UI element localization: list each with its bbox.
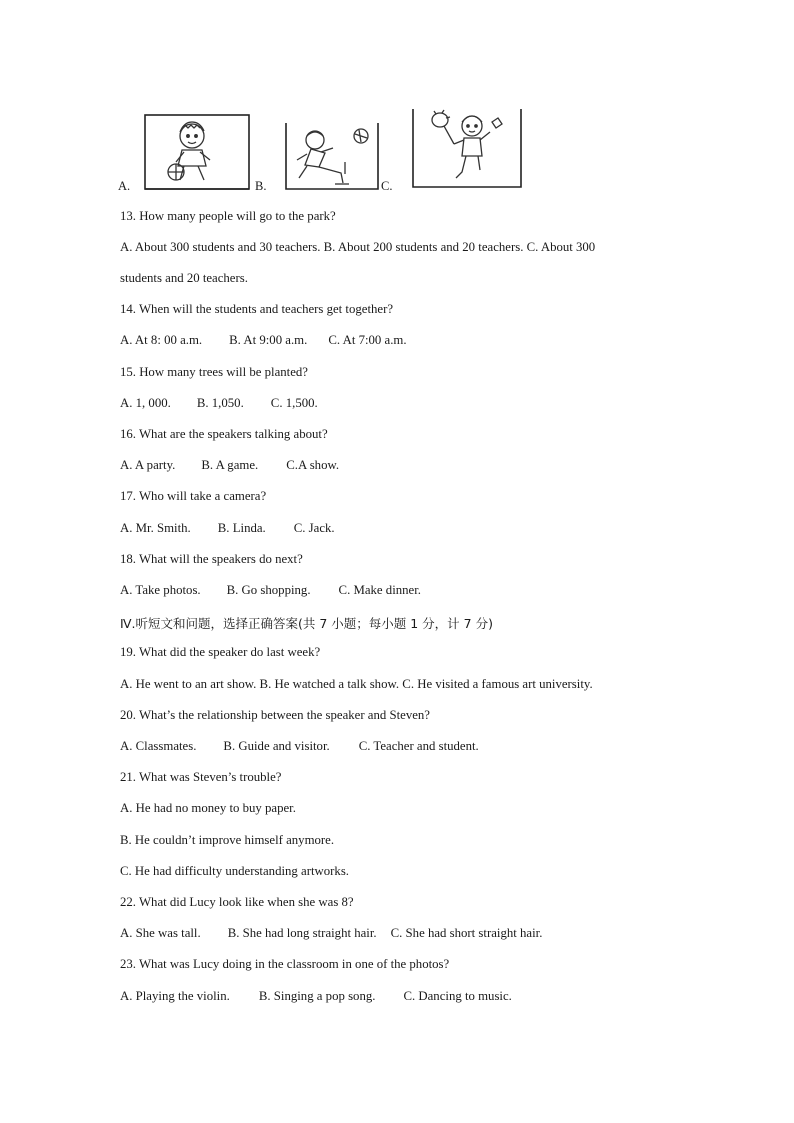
girl-playing-badminton-icon [412,108,522,188]
option-b[interactable]: B. Guide and visitor. [223,739,330,753]
option-a[interactable]: A. Classmates. [120,739,197,753]
question-23: 23. What was Lucy doing in the classroom in one of the photos? [120,957,450,971]
option-a[interactable]: A. Mr. Smith. [120,521,191,535]
question-18: 18. What will the speakers do next? [120,552,303,566]
option-b[interactable]: B. A game. [201,458,259,472]
option-c[interactable]: C. Jack. [293,521,335,535]
option-c[interactable]: C. Dancing to music. [403,989,512,1003]
question-15-options [120,396,318,411]
picture-b[interactable] [285,122,379,190]
question-13: 13. How many people will go to the park? [120,209,336,223]
option-a[interactable]: A. A party. [120,458,176,472]
option-b[interactable]: B. Singing a pop song. [258,989,376,1003]
question-21-option-c[interactable]: C. He had difficulty understanding artworks. [120,864,349,878]
picture-label-a: A. [118,179,131,193]
question-20: 20. What’s the relationship between the speaker and Steven? [120,708,430,722]
question-20-options [120,739,479,754]
question-22: 22. What did Lucy look like when she was 8? [120,895,354,909]
option-b[interactable]: B. At 9:00 a.m. [229,333,308,347]
question-14-options [120,333,407,348]
option-a[interactable]: A. At 8: 00 a.m. [120,333,203,347]
option-c[interactable]: C.A show. [286,458,340,472]
picture-c[interactable] [412,108,522,188]
option-b[interactable]: B. 1,050. [196,396,244,410]
question-13-options-line1: A. About 300 students and 30 teachers. B. About 200 students and 20 teachers. C. About 300 [120,240,596,254]
question-17: 17. Who will take a camera? [120,489,267,503]
question-16-options [120,458,339,473]
question-16: 16. What are the speakers talking about? [120,427,328,441]
option-c[interactable]: C. Make dinner. [338,583,421,597]
picture-label-b: B. [255,179,267,193]
question-13-options-line2: students and 20 teachers. [120,271,248,285]
question-18-options [120,583,421,598]
question-21: 21. What was Steven’s trouble? [120,770,282,784]
option-a[interactable]: A. She was tall. [120,926,201,940]
question-17-options [120,521,335,536]
option-c[interactable]: C. At 7:00 a.m. [328,333,407,347]
option-b[interactable]: B. She had long straight hair. [227,926,377,940]
question-21-option-a[interactable]: A. He had no money to buy paper. [120,801,296,815]
picture-options [118,108,538,194]
question-15: 15. How many trees will be planted? [120,365,308,379]
boy-kicking-football-icon [285,122,379,190]
option-b[interactable]: B. Linda. [217,521,266,535]
question-19: 19. What did the speaker do last week? [120,645,321,659]
picture-label-c: C. [381,179,393,193]
section-heading: Ⅳ.听短文和问题，选择正确答案(共 7 小题；每小题 1 分，计 7 分) [120,616,493,631]
boy-with-basketball-icon [144,114,250,190]
option-b[interactable]: B. Go shopping. [226,583,311,597]
option-a[interactable]: A. 1, 000. [120,396,171,410]
option-c[interactable]: C. Teacher and student. [358,739,479,753]
option-a[interactable]: A. Playing the violin. [120,989,230,1003]
question-21-option-b[interactable]: B. He couldn’t improve himself anymore. [120,833,335,847]
picture-a[interactable] [144,114,250,190]
option-a[interactable]: A. Take photos. [120,583,201,597]
option-c[interactable]: C. 1,500. [270,396,318,410]
question-23-options [120,989,512,1004]
question-14: 14. When will the students and teachers get together? [120,302,394,316]
question-22-options [120,926,542,941]
question-19-options[interactable]: A. He went to an art show. B. He watched a talk show. C. He visited a famous art university. [120,677,593,691]
option-c[interactable]: C. She had short straight hair. [390,926,543,940]
